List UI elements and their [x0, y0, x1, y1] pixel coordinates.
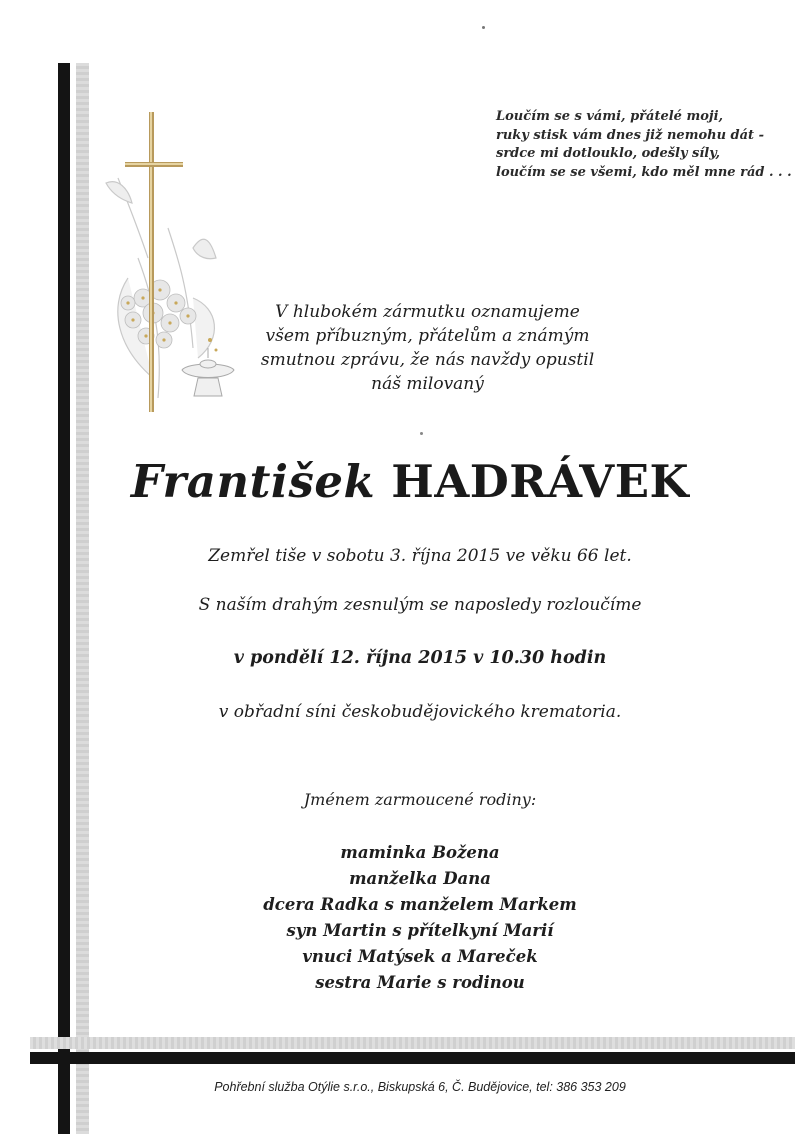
speck	[482, 26, 485, 29]
announcement	[250, 300, 605, 396]
border-horizontal-black	[30, 1052, 795, 1064]
announcement-line: všem příbuzným, přátelům a známým	[265, 326, 590, 346]
border-vertical-grey	[76, 63, 89, 1134]
first-name: František	[130, 455, 376, 508]
family-member: syn Martin s přítelkyní Marií	[286, 921, 554, 940]
poem-line: srdce mi dotlouklo, odešly síly,	[496, 146, 721, 161]
funeral-service-footer: Pohřební služba Otýlie s.r.o., Biskupská 6, Č. Budějovice, tel: 386 353 209	[214, 1080, 626, 1094]
ceremony-datetime: v pondělí 12. října 2015 v 10.30 hodin	[233, 648, 607, 668]
family-member: manželka Dana	[349, 869, 491, 888]
family-member: dcera Radka s manželem Markem	[263, 895, 577, 914]
announcement-line: náš milovaný	[371, 374, 484, 394]
family-list	[120, 840, 720, 996]
poem-line: ruky stisk vám dnes již nemohu dát -	[496, 127, 764, 143]
ceremony-place: v obřadní síni českobudějovického krematoria.	[218, 702, 622, 722]
family-member: sestra Marie s rodinou	[315, 973, 525, 992]
death-notice: Zemřel tiše v sobotu 3. října 2015 ve věku 66 let.	[208, 546, 632, 566]
family-member: maminka Božena	[340, 843, 500, 862]
deceased-name	[110, 454, 710, 510]
poem-line: Loučím se s vámi, přátelé moji,	[496, 109, 724, 124]
farewell-poem	[496, 108, 792, 182]
cross-with-lilies-icon	[98, 108, 248, 418]
announcement-line: smutnou zprávu, že nás navždy opustil	[260, 350, 595, 370]
family-heading: Jménem zarmoucené rodiny:	[303, 790, 537, 809]
border-vertical-black	[58, 63, 70, 1134]
announcement-line: V hlubokém zármutku oznamujeme	[275, 302, 580, 322]
poem-line: loučím se se všemi, kdo měl mne rád . . .	[496, 164, 792, 180]
surname: HADRÁVEK	[391, 455, 690, 508]
farewell-notice: S naším drahým zesnulým se naposledy rozloučíme	[198, 595, 642, 615]
family-member: vnuci Matýsek a Mareček	[302, 947, 538, 966]
speck	[420, 432, 423, 435]
border-horizontal-grey	[30, 1037, 795, 1049]
